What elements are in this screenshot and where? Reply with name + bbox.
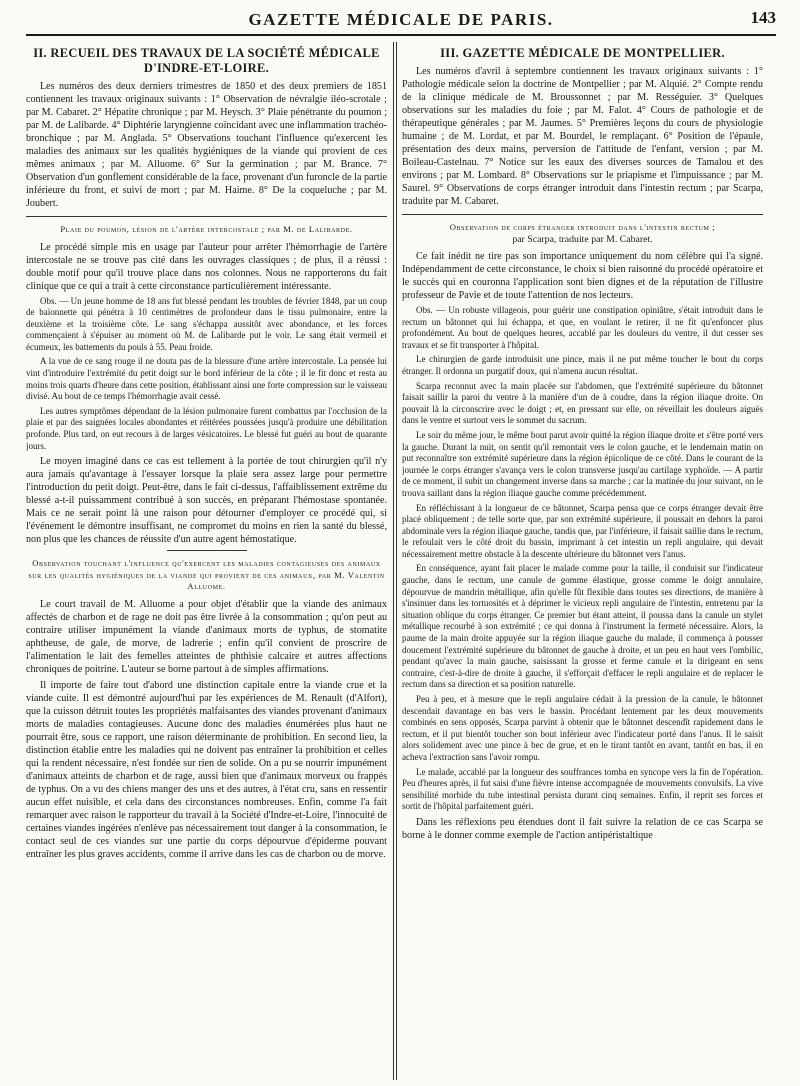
- column-rule: [396, 42, 397, 1080]
- observation-paragraph: A la vue de ce sang rouge il ne douta pas de la blessure d'une artère intercostale. La pensée lui vint d'introduire l'extrémité du petit doigt sur le bord inférieur de la côte ; il le fit donc et resta au moins trois quarts d'heure dans cette position, établissant ainsi une forte compression sur le vaisseau divisé. Au bout de ce temps l'hémorrhagie avait cessé.: [26, 356, 387, 402]
- article-subheading: Plaie du poumon, lésion de l'artère intercostale ; par M. de Lalibarde.: [60, 224, 353, 234]
- page-header: [26, 6, 776, 36]
- page-number: 143: [750, 8, 776, 27]
- observation-paragraph: Le malade, accablé par la longueur des souffrances tomba en syncope vers la fin de l'opération. Peu d'heures après, il fut saisi d'une fièvre intense accompagnée de mouvements convulsifs. La vive sensibilité morbide du tube intestinal persista durant cinq semaines. Enfin, il reprit ses forces et sortit de l'hôpital parfaitement guéri.: [402, 766, 763, 812]
- observation-paragraph: En réfléchissant à la longueur de ce bâtonnet, Scarpa pensa que ce corps étranger devait être placé obliquement ; de telle sorte que, par son extrémité supérieure, il poussait en dehors la paroi abdominale vers la région iliaque gauche, tandis que, par l'inférieure, il faisait saillie dans le rectum, le refoulait vers le côté droit du bassin, imprimant à cet intestin un repli angulaire, qui devait nécessairement mettre obstacle à la descente ultérieure du bâtonnet vers l'anus.: [402, 502, 763, 559]
- observation-paragraph: Les autres symptômes dépendant de la lésion pulmonaire furent combattus par l'occlusion de la plaie et par des saignées locales abondantes et réitérées poussées jusqu'à produire une débilitation profonde. Plus tard, on eut recours à de larges vésicatoires. Le blessé fut guéri au bout de quarante jours.: [26, 405, 387, 451]
- column-rule: [393, 42, 394, 1080]
- paragraph: Le moyen imaginé dans ce cas est tellement à la portée de tout chirurgien qu'il n'y aura jamais qu'avantage à l'essayer lorsque la plaie sera assez large pour permettre l'introduction du petit doigt. Peut-être, dans le fait ci-dessus, l'affaiblissement extrême du blessé a-t-il puissamment contribué à son succès, en préparant l'hémostase spontanée. Mais ce ne serait point là une raison pour détourner d'employer ce procédé qui, si l'événement le démontre insuffisant, ne compromet du moins en rien la santé du blessé, non plus que les chances de réussite d'un autre agent hémostatique.: [26, 456, 387, 546]
- observation-paragraph: Le chirurgien de garde introduisit une pince, mais il ne put même toucher le bout du corps étranger. Il ordonna un purgatif doux, qui n'amena aucun résultat.: [402, 354, 763, 376]
- observation-paragraph: Peu à peu, et à mesure que le repli angulaire cédait à la pression de la canule, le bâtonnet descendait davantage en bas vers le bassin. Procédant lentement par les deux mouvements combinés en sens opposés, Scarpa parvint à obtenir que le bâtonnet descendît rapidement dans le rectum, et il put bientôt toucher son bout inférieur avec l'indicateur porté dans l'anus. Il le saisit alors solidement avec une pince à bec de grue, et en le tirant tantôt en avant, tantôt en bas, il en acheva l'extraction sans l'avoir rompu.: [402, 694, 763, 762]
- observation-paragraph: En conséquence, ayant fait placer le malade comme pour la taille, il conduisit sur l'indicateur gauche, dans le rectum, une canule de gomme élastique, grosse comme le doigt annulaire, dépourvue de mandrin métallique, afin qu'elle fût flexible dans toutes ses directions, de manière à s'insinuer dans les tortuosités et à déprimer le vicieux repli angulaire de l'intestin, entretenu par la situation oblique du corps étranger. Ce premier but étant atteint, il poussa dans la canule un stylet métallique recourbé à son extrémité ; ce qui donna à l'instrument la fermeté nécessaire. Alors, la paume de la main droite appuyée sur la région iliaque gauche du malade, il commença à pousser doucement l'extrémité supérieure du bâtonnet de gauche à droite, et un peu en haut vers l'ombilic, pendant qu'avec la main gauche, saisissant la grosse et ferme canule et la dirigeant en sens contraire, c'est-à-dire de droite à gauche, il s'efforçait d'effacer le repli angulaire et de replacer le rectum dans sa direction et sa position naturelle.: [402, 563, 763, 690]
- paragraph: Le court travail de M. Alluome a pour objet d'établir que la viande des animaux affectés de charbon et de rage ne doit pas être livrée à la consommation ; qu'on peut au contraire utiliser impunément la viande d'animaux morts de typhus, de stomatite aphtheuse, de gale, de morve, de ladrerie ; enfin qu'il convient de proscrire de l'alimentation le lait des femelles atteintes de phthisie calcaire et autres affections chroniques de poitrine. L'auteur se borne partout à de simples affirmations.: [26, 598, 387, 675]
- divider: [26, 216, 387, 217]
- article-subheading-title: Observation de corps étranger introduit dans l'intestin rectum ;: [449, 222, 716, 232]
- section-intro: Les numéros d'avril à septembre contiennent les travaux originaux suivants : 1° Pathologie médicale selon la doctrine de Montpellier ; par M. Alquié. 2° Compte rendu de la clinique médicale de M. Broussonnet ; par M. Rességuier. 3° Quelques observations sur les maladies du foie ; par M. Falot. 4° Cours de pathologie et de thérapeutique générales ; par M. Jaumes. 5° Premières leçons du cours de physiologie humaine ; de M. Lordat, et par M. Bourdel, le remplaçant. 6° Position de l'épaule, présentation des deux mains, perversion de l'attitude de l'enfant, version ; par M. Boileau-Castelnau. 7° Notice sur les eaux des diverses sources de Tamalou et des environs ; par M. Lombard. 8° Observations sur le priapisme et l'impuissance ; par M. Saurel. 9° Observations de corps étranger introduit dans l'intestin rectum ; par Scarpa, traduite par M. Cabaret.: [402, 66, 763, 207]
- paragraph: Il importe de faire tout d'abord une distinction capitale entre la viande crue et la viande cuite. Il est démontré aujourd'hui par les expériences de M. Renault (d'Alfort), que la cuisson détruit toutes les propriétés malfaisantes des viandes provenant d'animaux morts de maladies contagieuses. Aucune donc des maladies énumérées plus haut ne pourrait être, sous ce rapport, une raison déterminante de prohibition. En second lieu, la distinction établie entre les maladies qui ne doivent pas entraîner la prohibition et celles qui la rendent nécessaire, n'est fondée sur rien de solide. On a pu se nourrir impunément d'animaux atteints de charbon et de rage, aussi bien que d'animaux morveux ou frappés de typhus. On a vu des chiens manger des uns et des autres, à l'état cru, sans en ressentir aucun effet nuisible, et cela dans des circonstances nombreuses. Enfin, comme l'a fait remarquer avec raison le rapporteur du travail à la Société d'Indre-et-Loire, l'innocuité de certaines viandes ingérées n'enlève pas nécessairement tout danger à la consommation, le contact seul de ces viandes sur une partie du corps dépourvue d'épiderme pouvant entraîner les plus graves accidents, comme il arrive dans les cas de charbon ou de morve.: [26, 679, 387, 860]
- observation-paragraph: Le soir du même jour, le même bout parut avoir quitté la région iliaque droite et s'être porté vers la gauche. Durant la nuit, on sentit qu'il remontait vers le colon gauche, et le lendemain matin on put reconnaître son extrémité supérieure dans la région épicolique de ce côté. Dans le courant de la journée le corps étranger s'avança vers le colon transverse jusqu'au cartilage xyphoïde. — A partir de ce moment, il subit un changement inverse dans sa marche ; car la matinée du jour suivant, on le trouva saillant dans la région iliaque gauche comme précédemment.: [402, 429, 763, 498]
- article-subheading: Observation touchant l'influence qu'exercent les maladies contagieuses des animaux sur les qualités hygiéniques de la viande qui provient de ces animaux, par M. Valentin Alluome.: [28, 558, 385, 592]
- left-column: [26, 42, 387, 1080]
- section-intro: Les numéros des deux derniers trimestres de 1850 et des deux premiers de 1851 contiennent les travaux originaux suivants : 1° Observation de névralgie iléo-scrotale ; par M. Cabaret. 2° Hépatite chronique ; par M. Heysch. 3° Plaie pénétrante du poumon ; par M. de Lalibarde. 4° Diphtérie laryngienne coïncidant avec une inflammation trachéo-bronchique ; par M. Anglada. 5° Observations touchant l'influence qu'exercent les maladies des animaux sur les qualités hygiéniques de la viande qui provient de ces mêmes animaux ; par M. Alluome. 6° Sur la germination ; par M. Brance. 7° Observation d'un gonflement considérable de la face, provenant d'un furoncle de la partie inférieure du front, et suivi de mort ; par M. Haime. 8° De la coqueluche ; par M. Joubert.: [26, 81, 387, 209]
- article-subheading: [402, 222, 763, 245]
- paragraph: Dans les réflexions peu étendues dont il fait suivre la relation de ce cas Scarpa se borne à le donner comme exemple de l'action antipéristaltique: [402, 816, 763, 841]
- divider: [402, 214, 763, 215]
- observation-paragraph: Scarpa reconnut avec la main placée sur l'abdomen, que l'extrémité supérieure du bâtonnet faisait saillir la paroi du ventre à la manière d'un de à coudre, dans la région iliaque droite. On pouvait là la circonscrire avec le doigt ; et, en pressant sur elle, on réveillait les douleurs aiguës dans le ventre et surtout vers le sommet du sacrum.: [402, 380, 763, 426]
- paragraph: Ce fait inédit ne tire pas son importance uniquement du nom célèbre qui l'a signé. Indépendamment de cette circonstance, le choix si bien raisonné du procédé opératoire et le succès qui en couronna l'application sont bien dignes et de la réputation de l'illustre professeur de Pavie et de toute l'attention de nos lecteurs.: [402, 251, 763, 301]
- journal-title: GAZETTE MÉDICALE DE PARIS.: [248, 10, 554, 29]
- paragraph: Le procédé simple mis en usage par l'auteur pour arrêter l'hémorrhagie de l'artère intercostale ne se trouve pas cité dans les ouvrages classiques ; de plus, il a réussi : double motif pour qu'il trouve place dans nos colonnes. Nous ne rapporterons du fait clinique que ce qui a trait à cette circonstance particulièrement intéressante.: [26, 241, 387, 292]
- right-column: [402, 42, 763, 1080]
- observation-paragraph: Obs. — Un robuste villageois, pour guérir une constipation opiniâtre, s'était introduit dans le rectum un bâtonnet qui lui échappa, et que, en voulant le retirer, il ne fit qu'enfoncer plus profondément. Au bout de quelques heures, accablé par les douleurs du ventre, il dut cesser ses travaux et se fit transporter à l'hôpital.: [402, 305, 763, 350]
- section-heading: II. RECUEIL DES TRAVAUX DE LA SOCIÉTÉ MÉDICALE D'INDRE-ET-LOIRE.: [33, 46, 380, 75]
- newspaper-page: [26, 6, 776, 1080]
- observation-paragraph: Obs. — Un jeune homme de 18 ans fut blessé pendant les troubles de février 1848, par un coup de baïonnette qui pénétra à 10 centimètres de profondeur dans le tissu pulmonaire, entre la deuxième et la troisième côte. Le sang s'échappa aussitôt avec abondance, et les forces commençaient à s'épuiser au moment où M. de Lalibarde put le voir. Le sang était vermeil et écumeux, les battements du pouls à 55. Peau froide.: [26, 295, 387, 352]
- columns: [26, 42, 776, 1080]
- section-heading: III. GAZETTE MÉDICALE DE MONTPELLIER.: [440, 46, 725, 60]
- article-subheading-byline: par Scarpa, traduite par M. Cabaret.: [512, 233, 653, 245]
- divider: [167, 550, 247, 551]
